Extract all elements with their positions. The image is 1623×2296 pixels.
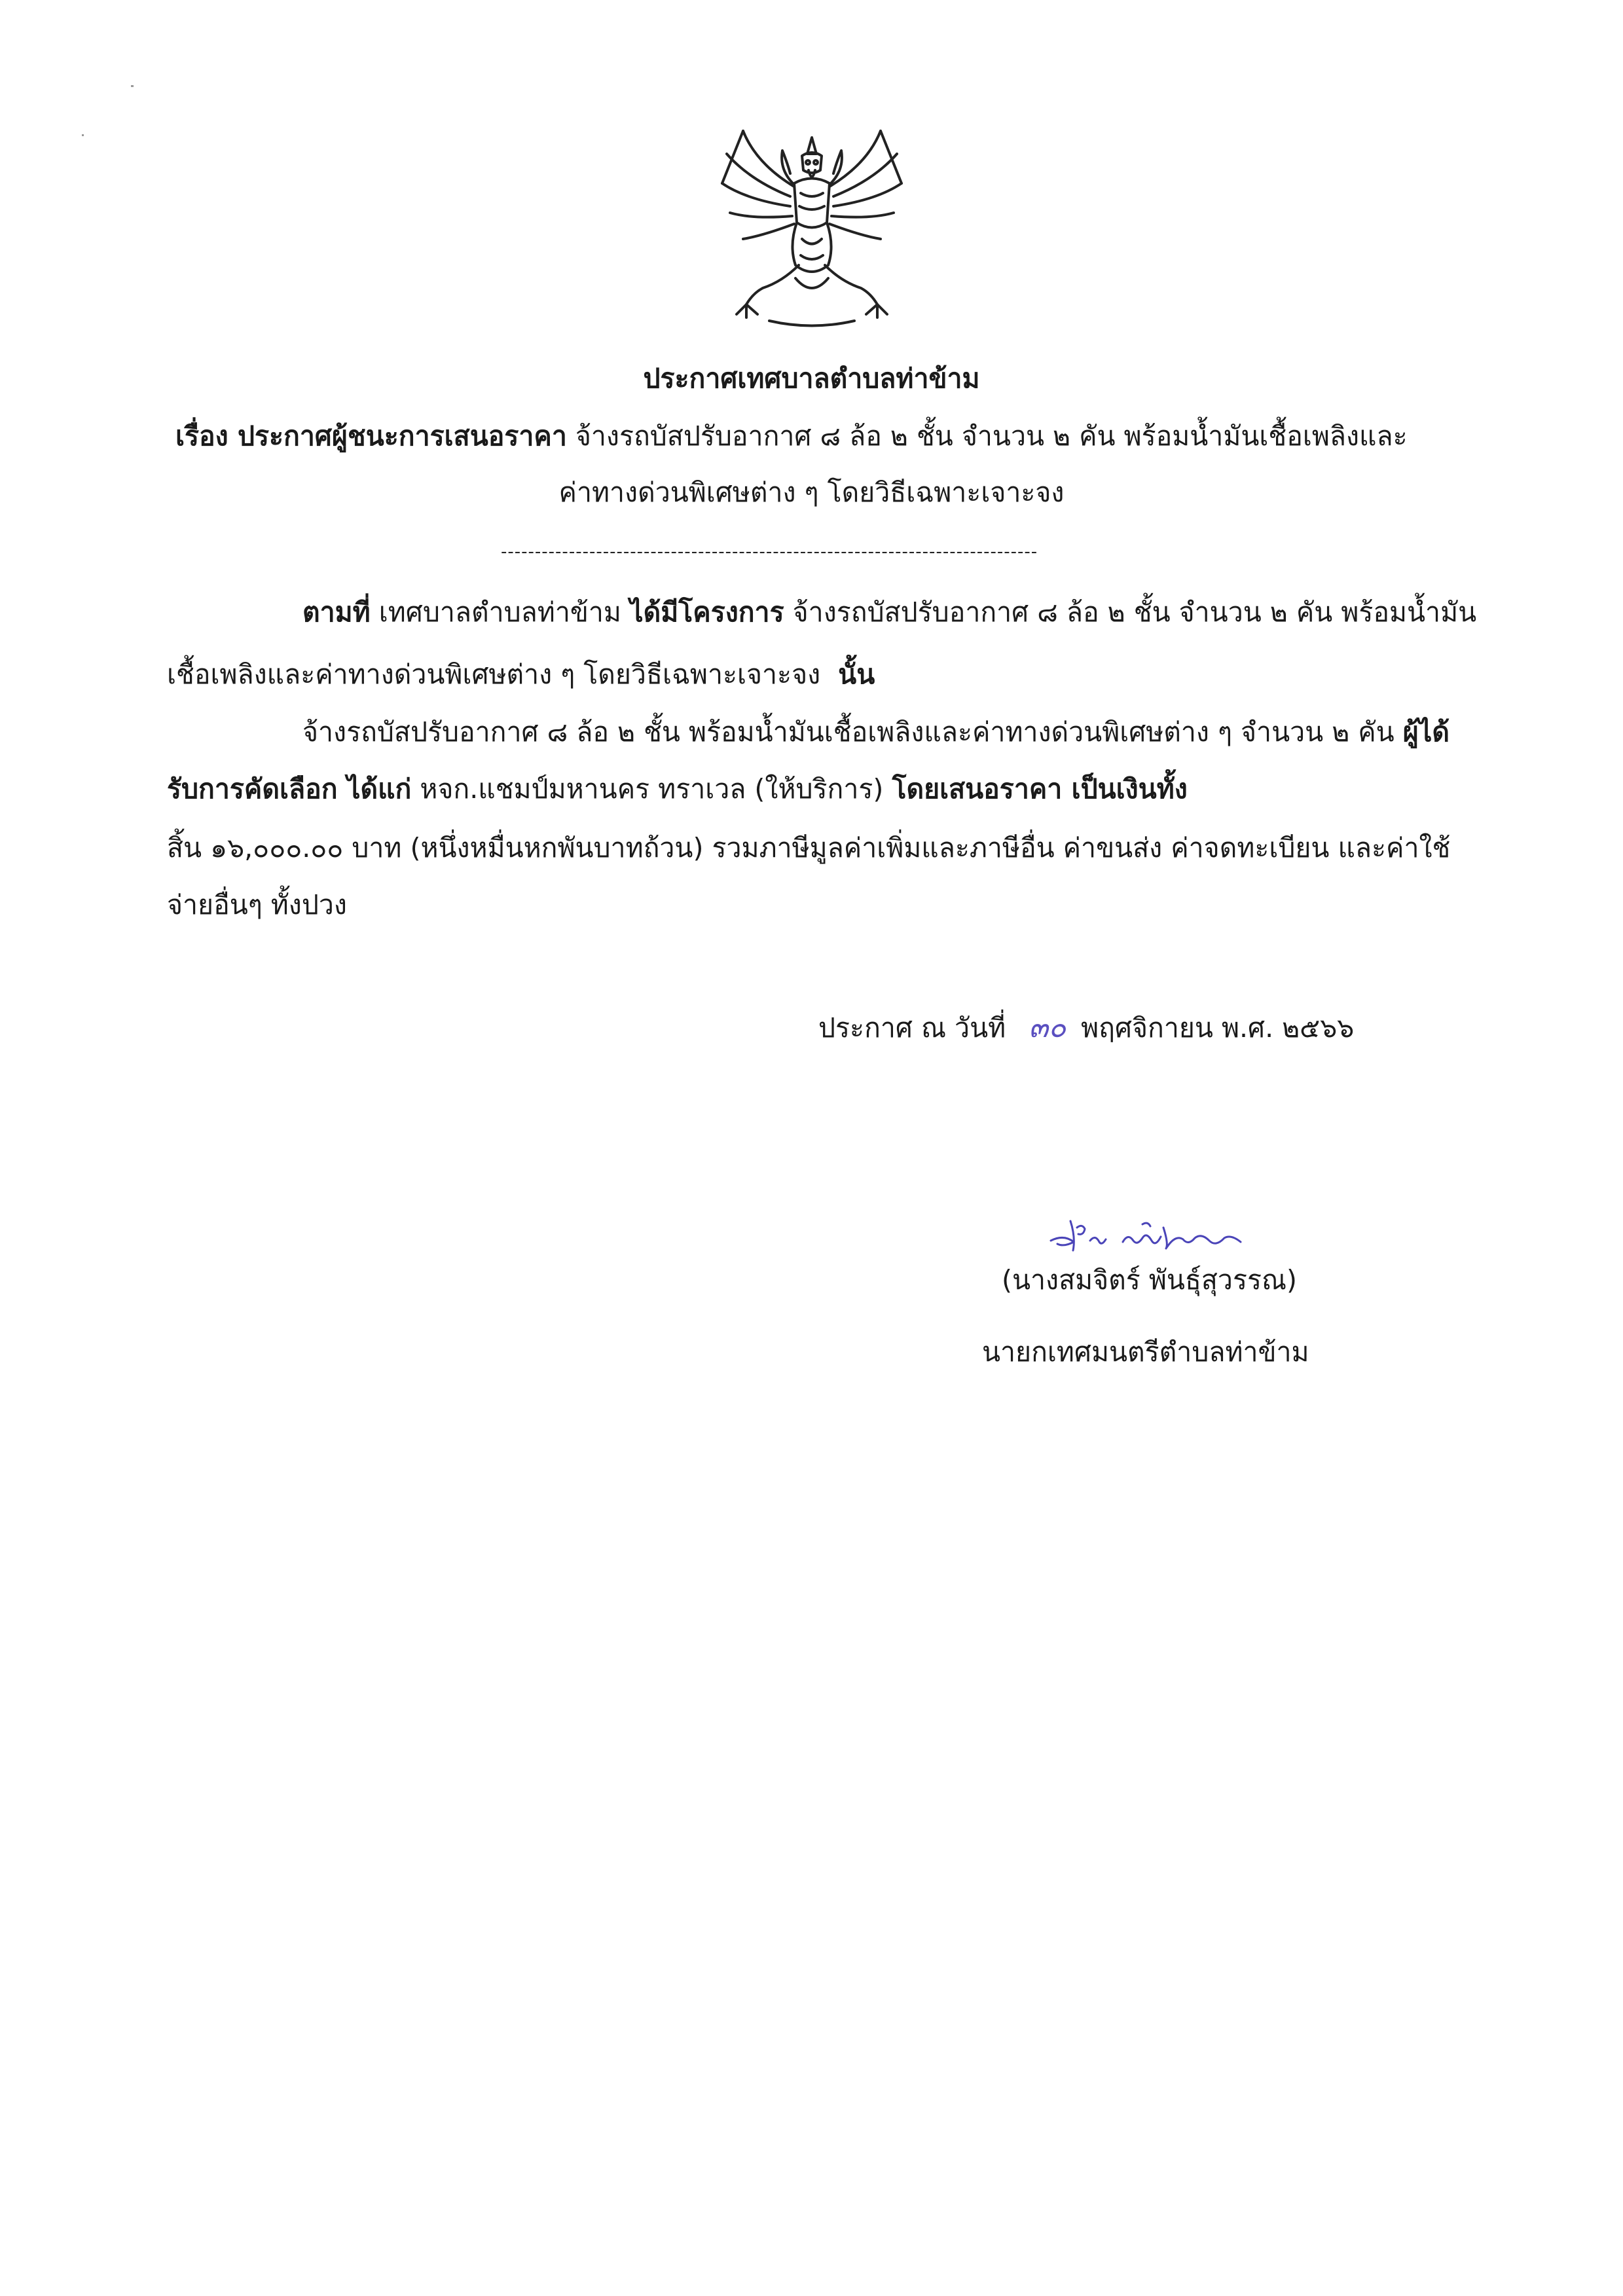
p2-line3: สิ้น ๑๖,๐๐๐.๐๐ บาท (หนึ่งหมื่นหกพันบาทถ้วน) รวมภาษีมูลค่าเพิ่มและภาษีอื่น ค่าขนส่ง ค่าจดทะเบียน และค่าใช้ xyxy=(167,832,1451,864)
date-month-year: พฤศจิกายน พ.ศ. ๒๕๖๖ xyxy=(1081,1012,1355,1044)
paragraph-1-line-2 xyxy=(167,655,875,694)
p2-line4: จ่ายอื่นๆ ทั้งปวง xyxy=(167,889,347,920)
date-prefix: ประกาศ ณ วันที่ xyxy=(818,1012,1006,1044)
paragraph-2-line-3 xyxy=(167,828,1450,867)
subject-label: เรื่อง ประกาศผู้ชนะการเสนอราคา xyxy=(175,420,567,452)
paragraph-1-line-1 xyxy=(302,592,1476,632)
scan-speck xyxy=(131,85,134,87)
p1-has-project: ได้มีโครงการ xyxy=(629,596,784,628)
handwritten-signature xyxy=(1044,1214,1260,1260)
date-day-handwritten: ๓๐ xyxy=(1029,1011,1067,1044)
garuda-emblem-icon xyxy=(717,124,907,334)
p2-winner: หจก.แชมป์มหานคร ทราเวล (ให้บริการ) xyxy=(420,773,884,805)
paragraph-2-line-1 xyxy=(302,712,1450,752)
subject-line-1 xyxy=(175,416,1408,456)
announcement-heading: ประกาศเทศบาลตำบลท่าข้าม xyxy=(643,363,980,394)
signatory-name: (นางสมจิตร์ พันธุ์สุวรรณ) xyxy=(1002,1264,1298,1296)
signatory-position: นายกเทศมนตรีตำบลท่าข้าม xyxy=(982,1336,1309,1368)
p1-line2-end: นั้น xyxy=(838,659,875,690)
p2-line2-bold: รับการคัดเลือก ได้แก่ xyxy=(167,773,412,805)
p2-line2-bold-end: โดยเสนอราคา เป็นเงินทั้ง xyxy=(892,773,1188,805)
subject-text: จ้างรถบัสปรับอากาศ ๘ ล้อ ๒ ชั้น จำนวน ๒ คัน พร้อมน้ำมันเชื้อเพลิงและ xyxy=(575,420,1408,452)
p1-lead: ตามที่ xyxy=(302,596,371,628)
paragraph-2-line-4 xyxy=(167,885,347,924)
paragraph-2-line-2 xyxy=(167,769,1188,809)
scan-speck xyxy=(82,134,84,136)
p2-line1-bold: ผู้ได้ xyxy=(1402,716,1450,748)
subject-line-2: ค่าทางด่วนพิเศษต่าง ๆ โดยวิธีเฉพาะเจาะจง xyxy=(558,477,1065,508)
p1-org: เทศบาลตำบลท่าข้าม xyxy=(378,596,621,628)
p1-line1-rest: จ้างรถบัสปรับอากาศ ๘ ล้อ ๒ ชั้น จำนวน ๒ คัน พร้อมน้ำมัน xyxy=(792,596,1477,628)
p1-line2: เชื้อเพลิงและค่าทางด่วนพิเศษต่าง ๆ โดยวิธีเฉพาะเจาะจง xyxy=(167,659,821,690)
separator-line: ------------------------------------------------------------------------------- xyxy=(501,542,1038,562)
p2-line1: จ้างรถบัสปรับอากาศ ๘ ล้อ ๒ ชั้น พร้อมน้ำมันเชื้อเพลิงและค่าทางด่วนพิเศษต่าง ๆ จำนวน ๒ คัน xyxy=(302,716,1395,748)
announcement-date xyxy=(818,1008,1354,1048)
